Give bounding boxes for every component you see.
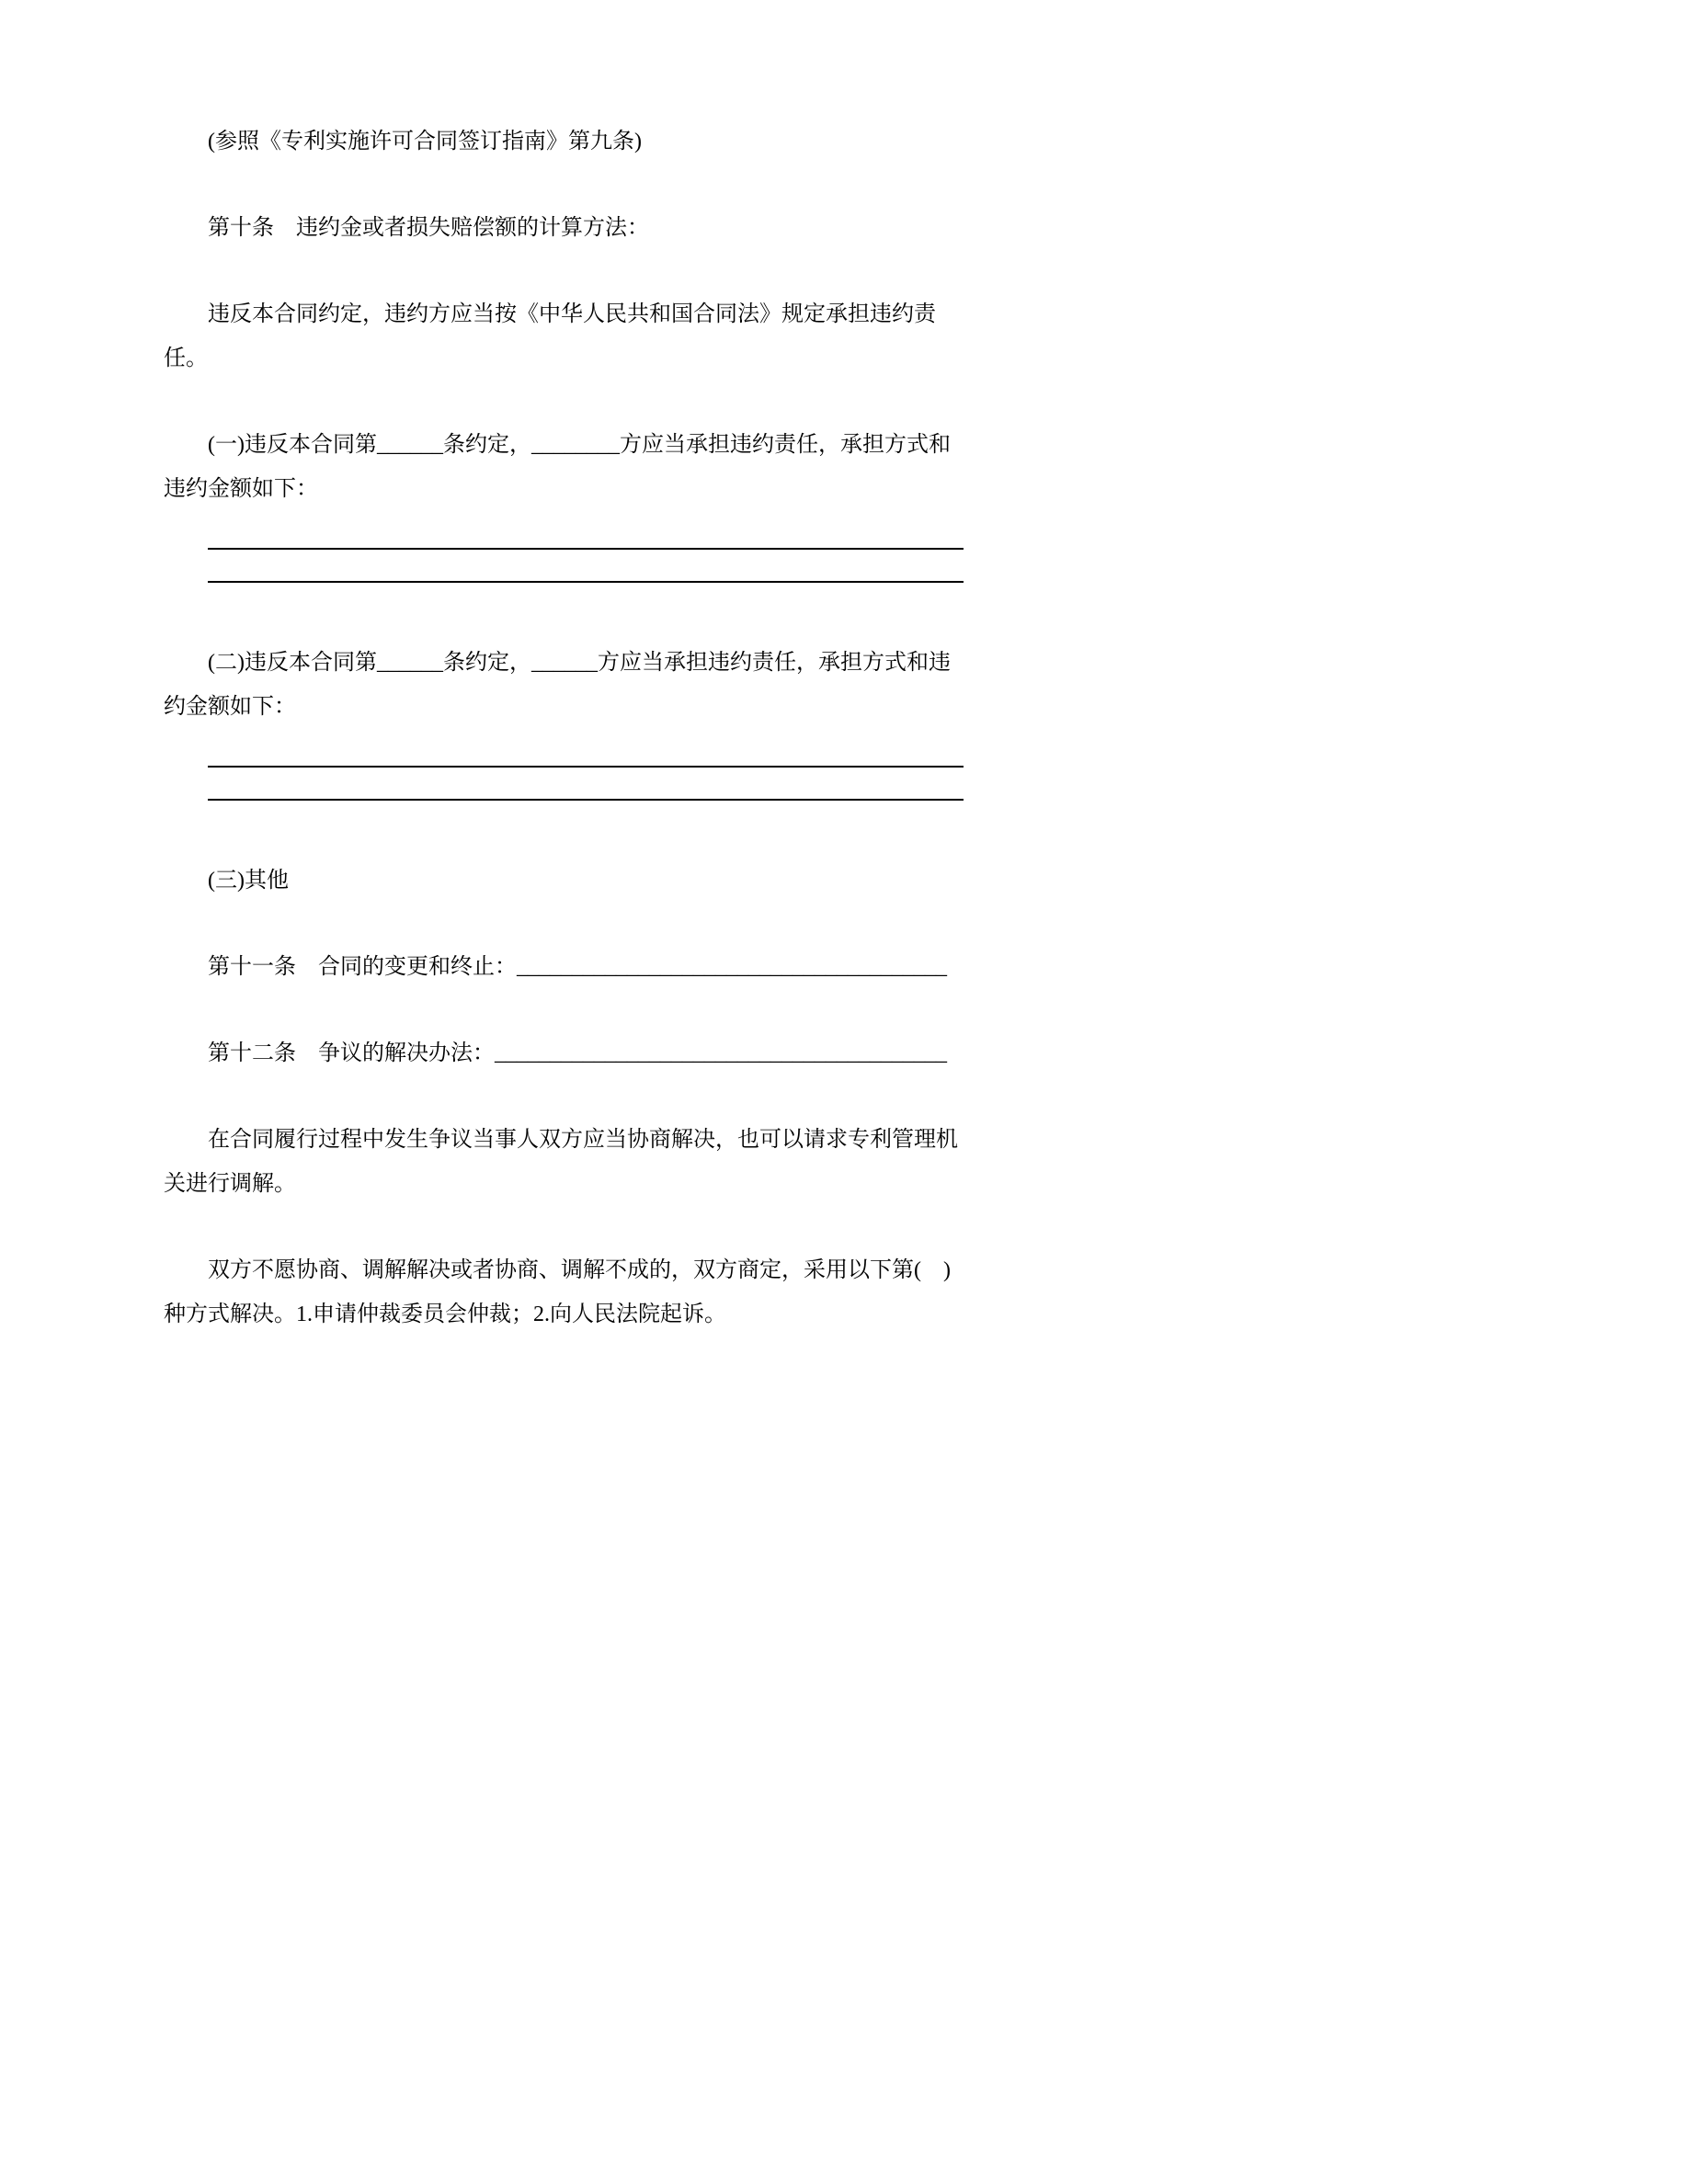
reference-note: (参照《专利实施许可合同签订指南》第九条) <box>208 130 642 154</box>
fill-in-line <box>208 734 964 768</box>
fill-in-line <box>208 550 964 583</box>
breach-item-2: (二)违反本合同第______条约定，______方应当承担违约责任，承担方式和违约金额如下： <box>164 651 951 719</box>
breach-item-3: (三)其他 <box>208 869 289 893</box>
fill-in-lines-item-1 <box>208 517 964 583</box>
fill-in-line <box>208 517 964 550</box>
article-10-intro: 违反本合同约定，违约方应当按《中华人民共和国合同法》规定承担违约责任。 <box>164 302 936 370</box>
breach-item-1: (一)违反本合同第______条约定，________方应当承担违约责任，承担方式和违约金额如下： <box>164 433 951 501</box>
article-10-heading: 第十条 违约金或者损失赔偿额的计算方法： <box>208 216 649 240</box>
fill-in-lines-item-2 <box>208 734 964 801</box>
dispute-method-paragraph: 双方不愿协商、调解解决或者协商、调解不成的，双方商定，采用以下第( )种方式解决。1.申请仲裁委员会仲裁；2.向人民法院起诉。 <box>164 1258 951 1326</box>
article-11-change-termination: 第十一条 合同的变更和终止：_______________________________________ <box>208 955 947 979</box>
dispute-consultation-paragraph: 在合同履行过程中发生争议当事人双方应当协商解决，也可以请求专利管理机关进行调解。 <box>164 1128 958 1196</box>
contract-document <box>164 119 964 1379</box>
fill-in-line <box>208 768 964 801</box>
article-12-dispute-resolution: 第十二条 争议的解决办法：_________________________________________ <box>208 1041 947 1065</box>
